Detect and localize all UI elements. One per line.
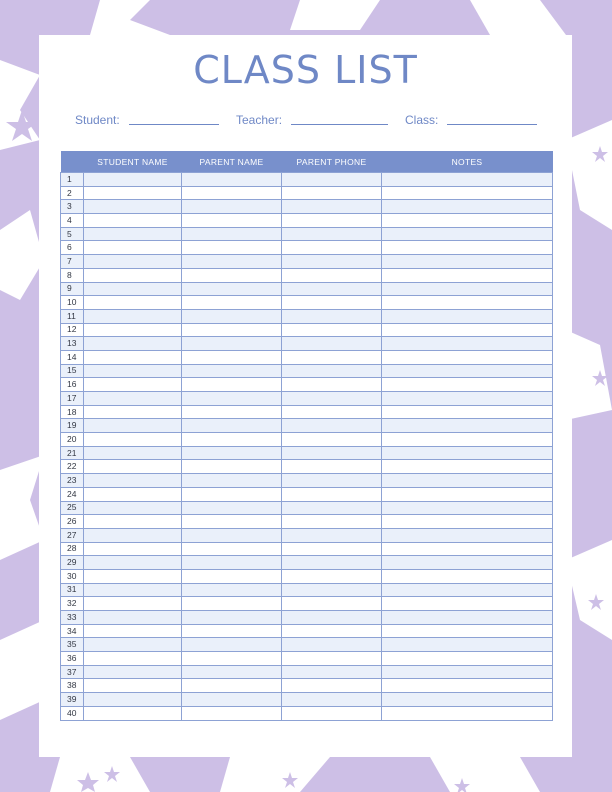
table-row <box>61 255 553 269</box>
parent-name-cell[interactable] <box>182 487 282 501</box>
row-number: 33 <box>61 611 84 625</box>
parent-name-cell[interactable] <box>182 679 282 693</box>
parent-phone-cell[interactable] <box>282 624 382 638</box>
parent-phone-cell[interactable] <box>282 241 382 255</box>
parent-phone-cell[interactable] <box>282 652 382 666</box>
parent-name-cell[interactable] <box>182 268 282 282</box>
table-row <box>61 446 553 460</box>
notes-cell[interactable] <box>382 652 553 666</box>
notes-cell[interactable] <box>382 611 553 625</box>
table-row <box>61 282 553 296</box>
notes-cell[interactable] <box>382 214 553 228</box>
parent-phone-cell[interactable] <box>282 638 382 652</box>
notes-cell[interactable] <box>382 679 553 693</box>
student-name-cell[interactable] <box>84 296 182 310</box>
row-number: 1 <box>61 173 84 187</box>
row-number: 37 <box>61 665 84 679</box>
row-number: 19 <box>61 419 84 433</box>
student-name-cell[interactable] <box>84 583 182 597</box>
notes-cell[interactable] <box>382 569 553 583</box>
student-name-cell[interactable] <box>84 611 182 625</box>
parent-phone-cell[interactable] <box>282 665 382 679</box>
notes-cell[interactable] <box>382 487 553 501</box>
parent-name-cell[interactable] <box>182 569 282 583</box>
parent-phone-cell[interactable] <box>282 255 382 269</box>
row-number: 14 <box>61 350 84 364</box>
student-name-cell[interactable] <box>84 173 182 187</box>
table-row <box>61 693 553 707</box>
table-row <box>61 214 553 228</box>
student-field-line[interactable] <box>129 124 219 125</box>
student-name-cell[interactable] <box>84 309 182 323</box>
parent-phone-cell[interactable] <box>282 227 382 241</box>
table-row <box>61 337 553 351</box>
parent-phone-cell[interactable] <box>282 706 382 720</box>
parent-phone-cell[interactable] <box>282 337 382 351</box>
student-name-cell[interactable] <box>84 652 182 666</box>
notes-cell[interactable] <box>382 624 553 638</box>
student-name-cell[interactable] <box>84 323 182 337</box>
notes-cell[interactable] <box>382 392 553 406</box>
student-name-cell[interactable] <box>84 474 182 488</box>
row-number: 31 <box>61 583 84 597</box>
row-number: 7 <box>61 255 84 269</box>
parent-phone-cell[interactable] <box>282 542 382 556</box>
notes-cell[interactable] <box>382 268 553 282</box>
parent-name-cell[interactable] <box>182 296 282 310</box>
student-name-cell[interactable] <box>84 350 182 364</box>
notes-cell[interactable] <box>382 282 553 296</box>
row-number: 35 <box>61 638 84 652</box>
student-name-cell[interactable] <box>84 460 182 474</box>
row-number: 11 <box>61 309 84 323</box>
student-name-cell[interactable] <box>84 405 182 419</box>
notes-cell[interactable] <box>382 433 553 447</box>
header-parent-name: PARENT NAME <box>182 151 282 173</box>
parent-name-cell[interactable] <box>182 652 282 666</box>
parent-name-cell[interactable] <box>182 624 282 638</box>
table-row <box>61 597 553 611</box>
table-row <box>61 679 553 693</box>
table-row <box>61 227 553 241</box>
row-number: 15 <box>61 364 84 378</box>
parent-name-cell[interactable] <box>182 282 282 296</box>
row-number: 29 <box>61 556 84 570</box>
table-row <box>61 706 553 720</box>
parent-phone-cell[interactable] <box>282 474 382 488</box>
student-name-cell[interactable] <box>84 214 182 228</box>
row-number: 27 <box>61 528 84 542</box>
parent-name-cell[interactable] <box>182 556 282 570</box>
student-name-cell[interactable] <box>84 337 182 351</box>
row-number: 25 <box>61 501 84 515</box>
parent-name-cell[interactable] <box>182 200 282 214</box>
parent-phone-cell[interactable] <box>282 693 382 707</box>
notes-cell[interactable] <box>382 460 553 474</box>
student-name-cell[interactable] <box>84 556 182 570</box>
header-number <box>61 151 84 173</box>
parent-name-cell[interactable] <box>182 597 282 611</box>
table-row <box>61 501 553 515</box>
parent-name-cell[interactable] <box>182 665 282 679</box>
notes-cell[interactable] <box>382 405 553 419</box>
row-number: 40 <box>61 706 84 720</box>
parent-phone-cell[interactable] <box>282 446 382 460</box>
parent-name-cell[interactable] <box>182 706 282 720</box>
notes-cell[interactable] <box>382 638 553 652</box>
table-row <box>61 350 553 364</box>
notes-cell[interactable] <box>382 227 553 241</box>
row-number: 12 <box>61 323 84 337</box>
parent-phone-cell[interactable] <box>282 405 382 419</box>
parent-phone-cell[interactable] <box>282 597 382 611</box>
table-row <box>61 638 553 652</box>
notes-cell[interactable] <box>382 323 553 337</box>
parent-name-cell[interactable] <box>182 638 282 652</box>
row-number: 26 <box>61 515 84 529</box>
student-name-cell[interactable] <box>84 638 182 652</box>
parent-name-cell[interactable] <box>182 611 282 625</box>
notes-cell[interactable] <box>382 501 553 515</box>
table-row <box>61 419 553 433</box>
parent-name-cell[interactable] <box>182 419 282 433</box>
student-name-cell[interactable] <box>84 227 182 241</box>
parent-phone-cell[interactable] <box>282 611 382 625</box>
table-row <box>61 323 553 337</box>
table-row <box>61 583 553 597</box>
row-number: 8 <box>61 268 84 282</box>
parent-phone-cell[interactable] <box>282 350 382 364</box>
parent-name-cell[interactable] <box>182 542 282 556</box>
row-number: 10 <box>61 296 84 310</box>
student-name-cell[interactable] <box>84 528 182 542</box>
student-name-cell[interactable] <box>84 446 182 460</box>
parent-name-cell[interactable] <box>182 350 282 364</box>
row-number: 21 <box>61 446 84 460</box>
row-number: 22 <box>61 460 84 474</box>
parent-phone-cell[interactable] <box>282 173 382 187</box>
parent-name-cell[interactable] <box>182 405 282 419</box>
parent-name-cell[interactable] <box>182 501 282 515</box>
parent-name-cell[interactable] <box>182 186 282 200</box>
roster-body <box>61 173 553 721</box>
parent-name-cell[interactable] <box>182 337 282 351</box>
notes-cell[interactable] <box>382 200 553 214</box>
notes-cell[interactable] <box>382 528 553 542</box>
class-list-sheet <box>39 35 572 757</box>
notes-cell[interactable] <box>382 583 553 597</box>
parent-name-cell[interactable] <box>182 446 282 460</box>
row-number: 36 <box>61 652 84 666</box>
notes-cell[interactable] <box>382 706 553 720</box>
parent-phone-cell[interactable] <box>282 296 382 310</box>
notes-cell[interactable] <box>382 337 553 351</box>
table-row <box>61 309 553 323</box>
row-number: 3 <box>61 200 84 214</box>
parent-phone-cell[interactable] <box>282 501 382 515</box>
parent-phone-cell[interactable] <box>282 282 382 296</box>
parent-name-cell[interactable] <box>182 173 282 187</box>
header-notes: NOTES <box>382 151 553 173</box>
row-number: 17 <box>61 392 84 406</box>
student-name-cell[interactable] <box>84 378 182 392</box>
student-name-cell[interactable] <box>84 433 182 447</box>
row-number: 28 <box>61 542 84 556</box>
parent-phone-cell[interactable] <box>282 214 382 228</box>
class-roster-table <box>60 151 553 721</box>
notes-cell[interactable] <box>382 350 553 364</box>
student-name-cell[interactable] <box>84 542 182 556</box>
page-title: CLASS LIST <box>193 48 418 92</box>
header-parent-phone: PARENT PHONE <box>282 151 382 173</box>
table-row <box>61 542 553 556</box>
parent-name-cell[interactable] <box>182 392 282 406</box>
parent-phone-cell[interactable] <box>282 268 382 282</box>
table-row <box>61 364 553 378</box>
notes-cell[interactable] <box>382 186 553 200</box>
table-row <box>61 186 553 200</box>
row-number: 4 <box>61 214 84 228</box>
parent-name-cell[interactable] <box>182 583 282 597</box>
table-row <box>61 611 553 625</box>
student-name-cell[interactable] <box>84 186 182 200</box>
parent-phone-cell[interactable] <box>282 364 382 378</box>
parent-phone-cell[interactable] <box>282 556 382 570</box>
parent-phone-cell[interactable] <box>282 460 382 474</box>
parent-name-cell[interactable] <box>182 693 282 707</box>
table-row <box>61 241 553 255</box>
parent-name-cell[interactable] <box>182 515 282 529</box>
row-number: 18 <box>61 405 84 419</box>
student-name-cell[interactable] <box>84 255 182 269</box>
table-row <box>61 487 553 501</box>
parent-phone-cell[interactable] <box>282 200 382 214</box>
table-row <box>61 569 553 583</box>
student-name-cell[interactable] <box>84 241 182 255</box>
parent-name-cell[interactable] <box>182 460 282 474</box>
parent-name-cell[interactable] <box>182 323 282 337</box>
student-name-cell[interactable] <box>84 282 182 296</box>
row-number: 24 <box>61 487 84 501</box>
row-number: 16 <box>61 378 84 392</box>
notes-cell[interactable] <box>382 378 553 392</box>
table-row <box>61 474 553 488</box>
student-name-cell[interactable] <box>84 501 182 515</box>
student-name-cell[interactable] <box>84 597 182 611</box>
notes-cell[interactable] <box>382 446 553 460</box>
row-number: 39 <box>61 693 84 707</box>
notes-cell[interactable] <box>382 556 553 570</box>
student-name-cell[interactable] <box>84 569 182 583</box>
table-row <box>61 460 553 474</box>
parent-phone-cell[interactable] <box>282 309 382 323</box>
table-row <box>61 200 553 214</box>
table-row <box>61 268 553 282</box>
student-name-cell[interactable] <box>84 665 182 679</box>
student-name-cell[interactable] <box>84 679 182 693</box>
table-row <box>61 378 553 392</box>
parent-phone-cell[interactable] <box>282 186 382 200</box>
notes-cell[interactable] <box>382 597 553 611</box>
notes-cell[interactable] <box>382 542 553 556</box>
table-row <box>61 405 553 419</box>
parent-phone-cell[interactable] <box>282 419 382 433</box>
table-row <box>61 528 553 542</box>
student-name-cell[interactable] <box>84 693 182 707</box>
student-name-cell[interactable] <box>84 364 182 378</box>
student-name-cell[interactable] <box>84 487 182 501</box>
parent-phone-cell[interactable] <box>282 487 382 501</box>
parent-name-cell[interactable] <box>182 433 282 447</box>
row-number: 38 <box>61 679 84 693</box>
parent-phone-cell[interactable] <box>282 392 382 406</box>
parent-phone-cell[interactable] <box>282 583 382 597</box>
parent-phone-cell[interactable] <box>282 515 382 529</box>
table-header-row <box>61 151 553 173</box>
class-label: Class: <box>405 113 439 127</box>
parent-phone-cell[interactable] <box>282 323 382 337</box>
table-row <box>61 515 553 529</box>
student-name-cell[interactable] <box>84 268 182 282</box>
row-number: 5 <box>61 227 84 241</box>
parent-name-cell[interactable] <box>182 214 282 228</box>
notes-cell[interactable] <box>382 515 553 529</box>
parent-name-cell[interactable] <box>182 378 282 392</box>
parent-phone-cell[interactable] <box>282 679 382 693</box>
notes-cell[interactable] <box>382 693 553 707</box>
notes-cell[interactable] <box>382 296 553 310</box>
class-field-line[interactable] <box>447 124 537 125</box>
teacher-field-line[interactable] <box>291 124 388 125</box>
notes-cell[interactable] <box>382 173 553 187</box>
parent-name-cell[interactable] <box>182 255 282 269</box>
table-row <box>61 433 553 447</box>
table-row <box>61 173 553 187</box>
student-label: Student: <box>75 113 120 127</box>
notes-cell[interactable] <box>382 309 553 323</box>
table-row <box>61 665 553 679</box>
student-name-cell[interactable] <box>84 200 182 214</box>
student-name-cell[interactable] <box>84 392 182 406</box>
notes-cell[interactable] <box>382 665 553 679</box>
table-row <box>61 652 553 666</box>
teacher-label: Teacher: <box>236 113 283 127</box>
notes-cell[interactable] <box>382 364 553 378</box>
student-name-cell[interactable] <box>84 624 182 638</box>
parent-name-cell[interactable] <box>182 528 282 542</box>
row-number: 9 <box>61 282 84 296</box>
parent-name-cell[interactable] <box>182 309 282 323</box>
notes-cell[interactable] <box>382 474 553 488</box>
table-row <box>61 296 553 310</box>
row-number: 6 <box>61 241 84 255</box>
notes-cell[interactable] <box>382 241 553 255</box>
row-number: 23 <box>61 474 84 488</box>
parent-name-cell[interactable] <box>182 364 282 378</box>
parent-name-cell[interactable] <box>182 474 282 488</box>
parent-name-cell[interactable] <box>182 241 282 255</box>
row-number: 13 <box>61 337 84 351</box>
row-number: 20 <box>61 433 84 447</box>
student-name-cell[interactable] <box>84 706 182 720</box>
notes-cell[interactable] <box>382 255 553 269</box>
row-number: 32 <box>61 597 84 611</box>
row-number: 2 <box>61 186 84 200</box>
student-name-cell[interactable] <box>84 515 182 529</box>
student-name-cell[interactable] <box>84 419 182 433</box>
table-row <box>61 392 553 406</box>
parent-name-cell[interactable] <box>182 227 282 241</box>
row-number: 34 <box>61 624 84 638</box>
parent-phone-cell[interactable] <box>282 433 382 447</box>
notes-cell[interactable] <box>382 419 553 433</box>
parent-phone-cell[interactable] <box>282 569 382 583</box>
table-row <box>61 556 553 570</box>
header-student-name: STUDENT NAME <box>84 151 182 173</box>
table-row <box>61 624 553 638</box>
row-number: 30 <box>61 569 84 583</box>
parent-phone-cell[interactable] <box>282 378 382 392</box>
parent-phone-cell[interactable] <box>282 528 382 542</box>
